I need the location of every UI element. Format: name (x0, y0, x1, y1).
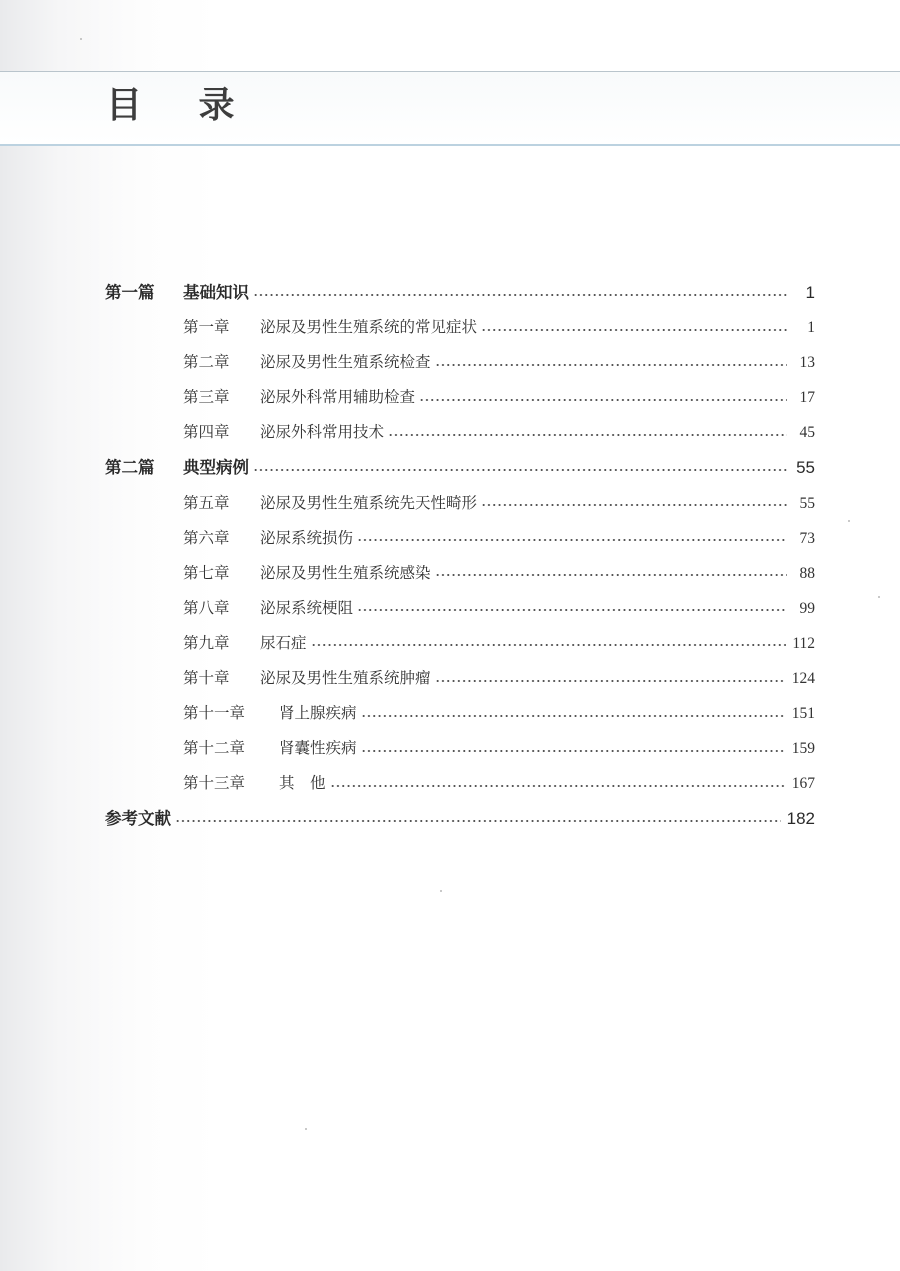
toc-chapter-row[interactable] (105, 415, 815, 450)
toc-entry-number: 第二篇 (105, 458, 155, 478)
paper-speck (305, 1128, 307, 1130)
toc-page-number: 151 (791, 705, 815, 723)
toc-references-row[interactable] (105, 801, 815, 836)
toc-dot-leader (481, 492, 787, 508)
toc-page-number: 45 (799, 424, 815, 442)
toc-page-number: 99 (799, 599, 815, 617)
page-title: 目 录 (106, 85, 257, 126)
toc-dot-leader (435, 352, 787, 368)
toc-chapter-row[interactable] (105, 521, 815, 556)
toc-entry-title: 泌尿外科常用技术 (260, 423, 385, 442)
toc-entry-number: 第五章 (183, 493, 230, 512)
toc-page-number: 112 (792, 634, 815, 652)
toc-entry-title: 典型病例 (183, 458, 249, 478)
toc-chapter-row[interactable] (105, 696, 815, 731)
toc-entry-number: 第一章 (183, 318, 230, 337)
toc-entry-title: 尿石症 (260, 633, 307, 652)
toc-entry-title: 泌尿及男性生殖系统检查 (260, 353, 431, 372)
toc-dot-leader (311, 632, 787, 648)
toc-dot-leader (357, 597, 787, 613)
toc-entry-title: 泌尿及男性生殖系统先天性畸形 (260, 493, 478, 512)
toc-entry-number: 第十二章 (183, 739, 246, 758)
paper-speck (848, 520, 850, 522)
toc-page-number: 55 (799, 494, 815, 512)
paper-speck (80, 38, 82, 40)
toc-entry-number: 第三章 (183, 388, 230, 407)
toc-chapter-row[interactable] (105, 345, 815, 380)
toc-chapter-row[interactable] (105, 591, 815, 626)
toc-dot-leader (175, 808, 781, 825)
toc-entry-number: 第六章 (183, 528, 230, 547)
toc-entry-number: 第八章 (183, 598, 230, 617)
toc-entry-title: 泌尿及男性生殖系统感染 (260, 563, 431, 582)
toc-chapter-row[interactable] (105, 556, 815, 591)
toc-page-number: 88 (799, 564, 815, 582)
toc-entry-title: 肾囊性疾病 (279, 739, 357, 758)
toc-entry-number: 第七章 (183, 563, 230, 582)
toc-dot-leader (361, 738, 786, 754)
toc-dot-leader (357, 527, 787, 543)
toc-chapter-row[interactable] (105, 626, 815, 661)
toc-page-number: 1 (805, 283, 815, 302)
toc-dot-leader (419, 387, 787, 403)
toc-dot-leader (388, 422, 787, 438)
toc-dot-leader (253, 282, 787, 299)
paper-speck (440, 890, 442, 892)
toc-dot-leader (481, 317, 787, 333)
toc-dot-leader (330, 773, 786, 789)
toc-dot-leader (435, 562, 787, 578)
toc-page-number: 124 (791, 670, 815, 688)
toc-entry-number: 第十三章 (183, 774, 246, 793)
toc-entry-number: 第一篇 (105, 283, 155, 302)
toc-page-number: 13 (799, 354, 815, 372)
toc-page-number: 167 (791, 775, 815, 793)
toc-page-number: 73 (799, 529, 815, 547)
toc-entry-number: 第四章 (183, 423, 230, 442)
table-of-contents (105, 275, 815, 837)
toc-entry-number: 第九章 (183, 633, 230, 652)
toc-chapter-row[interactable] (105, 486, 815, 521)
toc-entry-number: 第十章 (183, 669, 230, 688)
toc-part-row[interactable] (105, 450, 815, 485)
header-bottom-rule (0, 144, 900, 146)
toc-chapter-row[interactable] (105, 661, 815, 696)
toc-entry-title: 基础知识 (183, 283, 249, 302)
toc-entry-title: 泌尿系统梗阻 (260, 598, 354, 617)
toc-page-number: 1 (807, 319, 815, 337)
toc-entry-title: 泌尿外科常用辅助检查 (260, 388, 416, 407)
toc-dot-leader (361, 703, 786, 719)
toc-chapter-row[interactable] (105, 380, 815, 415)
toc-entry-number: 第二章 (183, 353, 230, 372)
toc-page-number: 159 (791, 740, 815, 758)
toc-entry-title: 泌尿及男性生殖系统的常见症状 (260, 318, 478, 337)
toc-page-number: 55 (796, 458, 815, 478)
toc-entry-number: 第十一章 (183, 704, 246, 723)
toc-entry-title: 参考文献 (105, 809, 171, 829)
toc-part-row[interactable] (105, 275, 815, 310)
toc-entry-title: 其 他 (279, 774, 326, 793)
toc-chapter-row[interactable] (105, 766, 815, 801)
toc-entry-title: 泌尿及男性生殖系统肿瘤 (260, 669, 431, 688)
toc-dot-leader (253, 457, 787, 474)
toc-chapter-row[interactable] (105, 731, 815, 766)
toc-entry-title: 泌尿系统损伤 (260, 528, 354, 547)
toc-entry-title: 肾上腺疾病 (279, 704, 357, 723)
toc-page-number: 182 (786, 809, 815, 829)
toc-page-number: 17 (799, 389, 815, 407)
toc-dot-leader (435, 668, 786, 684)
paper-speck (878, 596, 880, 598)
toc-chapter-row[interactable] (105, 310, 815, 345)
